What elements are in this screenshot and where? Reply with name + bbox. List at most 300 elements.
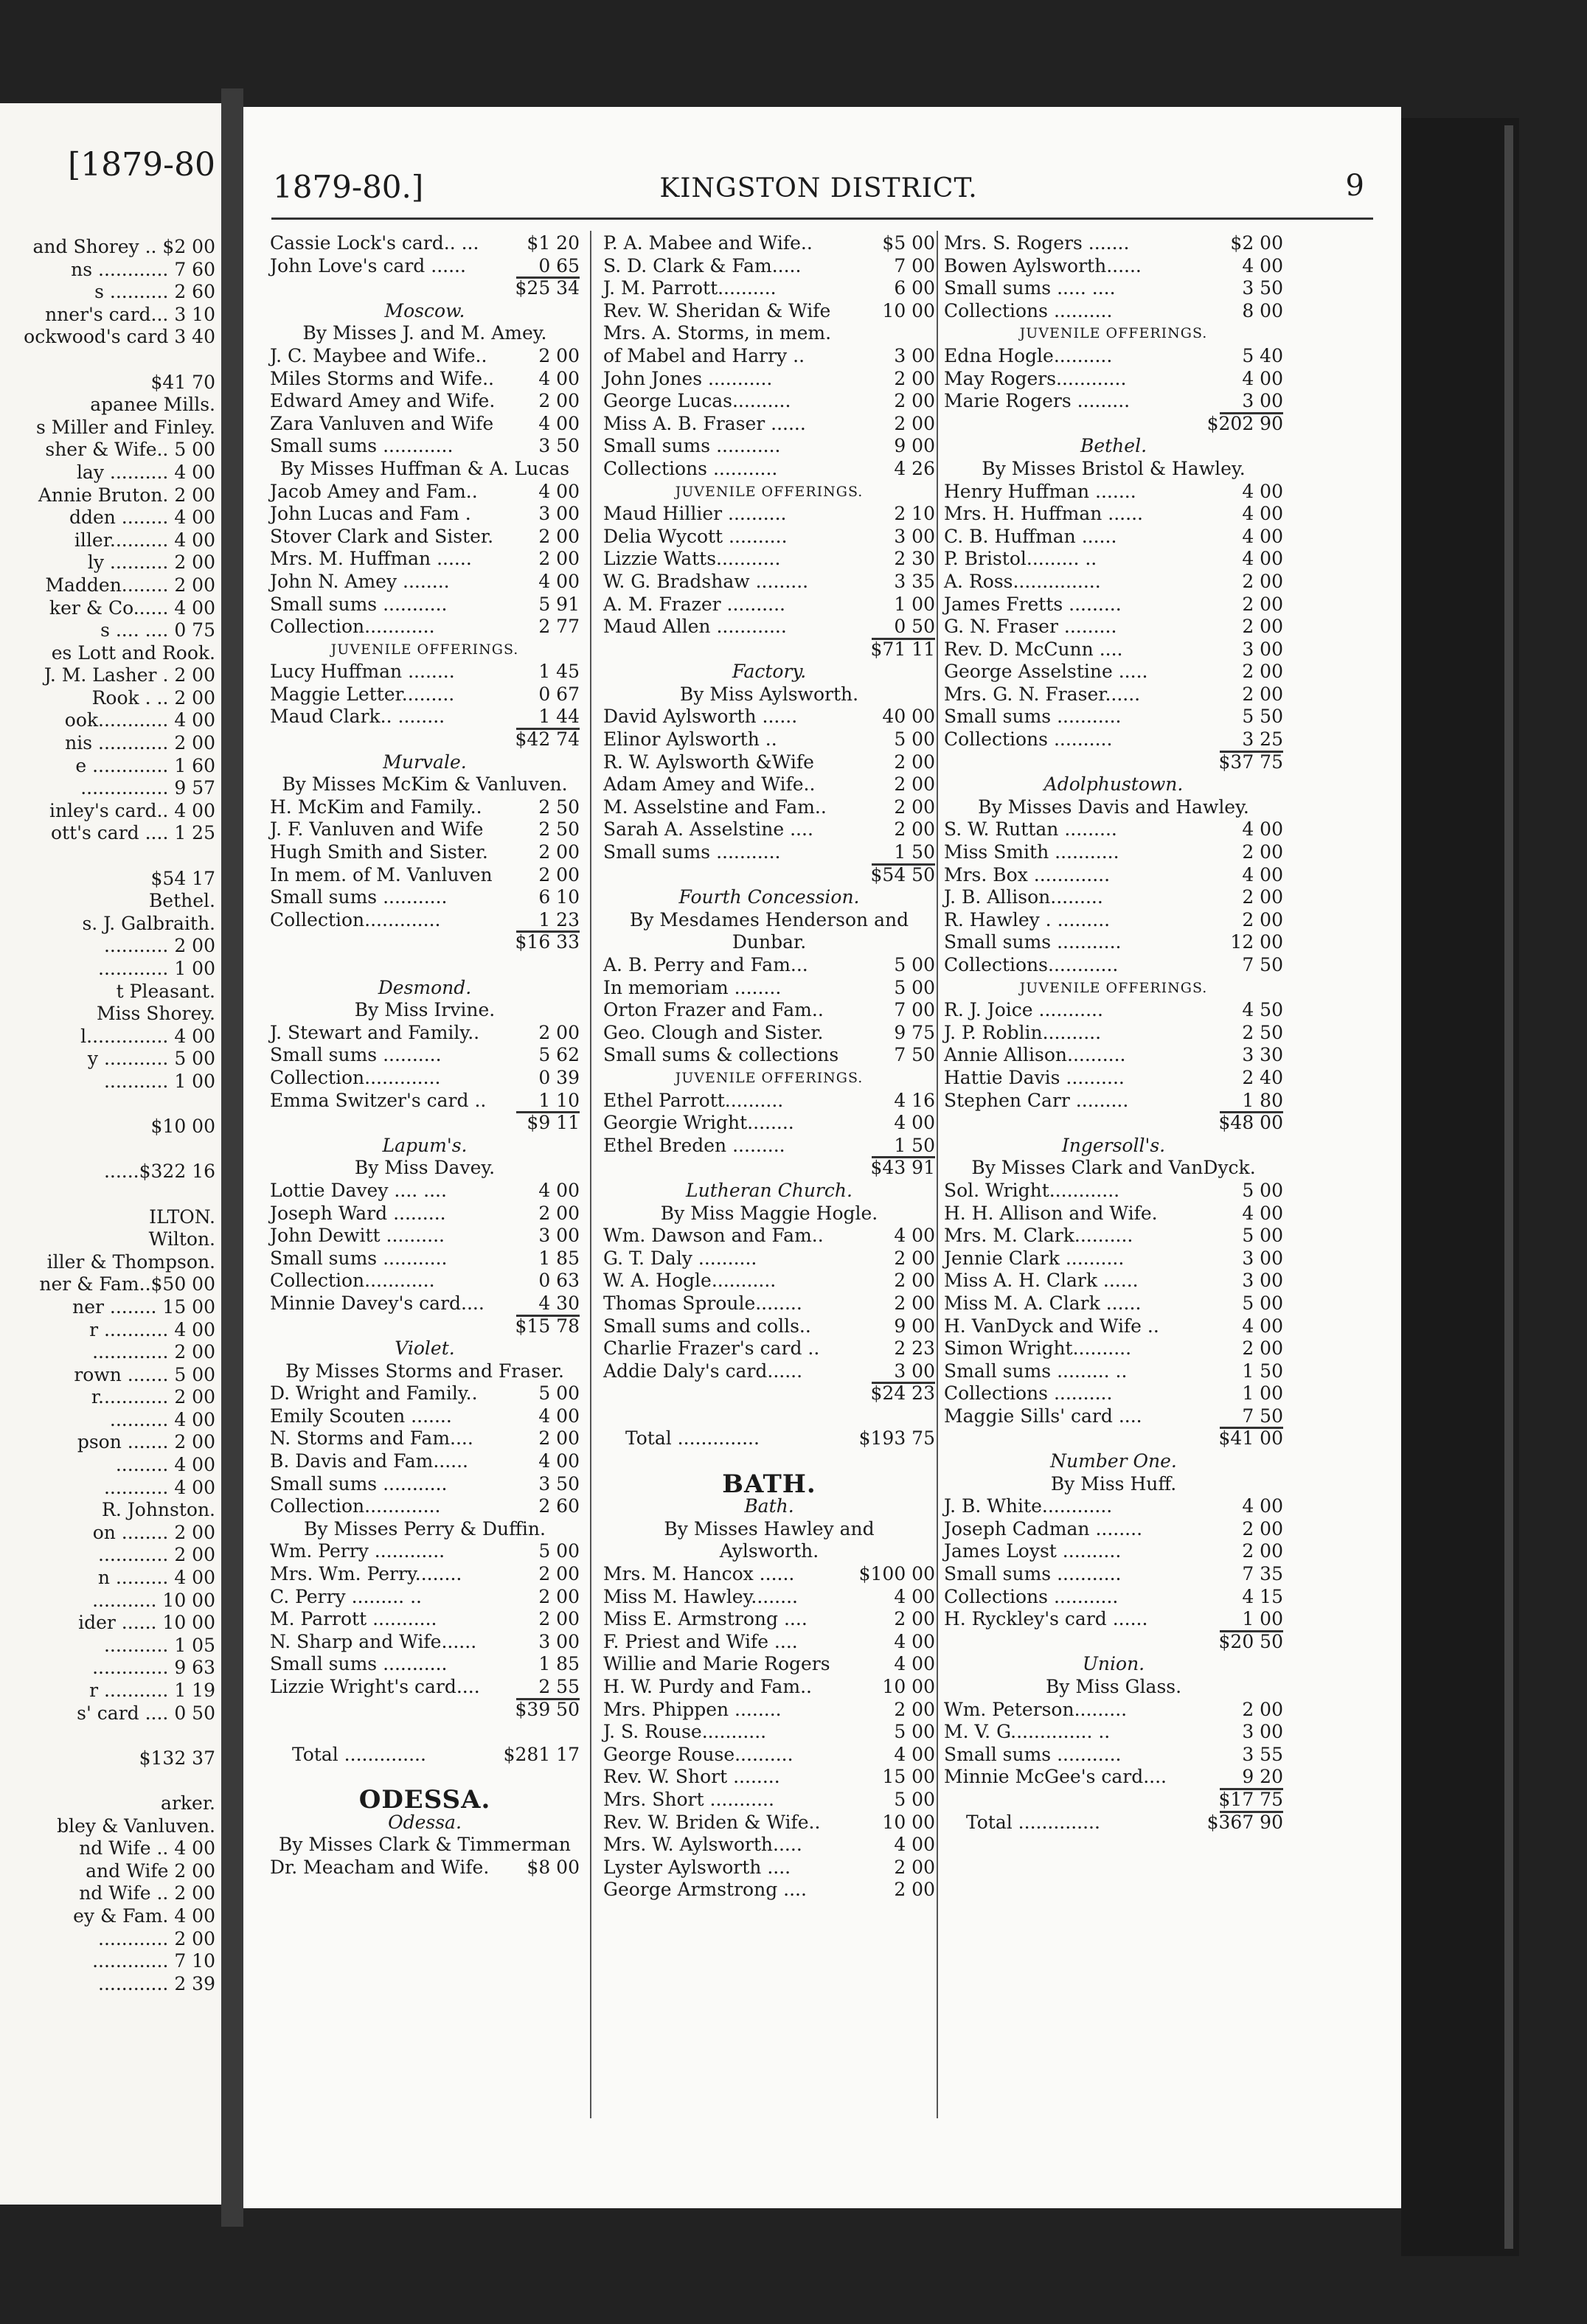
entry-row	[603, 1631, 935, 1654]
entry-amount: 4 00	[1242, 503, 1283, 525]
entry-row	[944, 1405, 1283, 1428]
entry-amount: 4 00	[1242, 525, 1283, 547]
entry-amount: 4 00	[538, 570, 580, 592]
entry-name: Small sums ...........	[603, 841, 781, 863]
collector-line: Aylsworth.	[719, 1540, 819, 1562]
entry-row	[270, 1676, 580, 1699]
left-fragment-line: Bethel.	[148, 890, 215, 912]
entry-amount: $9 11	[527, 1112, 580, 1134]
entry-row	[944, 571, 1283, 594]
entry-amount: 0 63	[538, 1270, 580, 1292]
left-fragment-line: r ........... 1 19	[89, 1680, 215, 1701]
subtotal-row	[270, 1112, 580, 1135]
entry-row	[603, 751, 935, 774]
entry-name: P. Bristol......... ..	[944, 548, 1097, 570]
entry-name: Small sums ............	[270, 435, 454, 457]
entry-name: J. P. Roblin..........	[944, 1021, 1102, 1043]
entry-amount: 4 00	[1242, 1202, 1283, 1224]
entry-amount: 2 23	[894, 1337, 935, 1360]
entry-amount: 2 00	[894, 796, 935, 818]
entry-name: Small sums ..... ....	[944, 277, 1116, 299]
entry-amount: $43 91	[870, 1157, 935, 1179]
entry-amount: 2 00	[1242, 1540, 1283, 1562]
entry-amount: 7 50	[1242, 954, 1283, 975]
entry-name: David Aylsworth ......	[603, 706, 798, 728]
left-fragment-line: Annie Bruton. 2 00	[38, 484, 215, 506]
entry-name: Wm. Dawson and Fam..	[603, 1225, 824, 1247]
entry-name: Emily Scouten .......	[270, 1405, 452, 1427]
collector-line: By Miss Glass.	[1045, 1676, 1182, 1697]
entry-row	[944, 390, 1283, 413]
collector-line: By Misses McKim & Vanluven.	[282, 773, 568, 796]
entry-amount: $16 33	[515, 931, 580, 953]
entry-name: Adam Amey and Wife..	[603, 773, 816, 796]
entry-row	[603, 954, 935, 977]
entry-amount: 5 00	[894, 954, 935, 975]
entry-row	[603, 345, 935, 368]
entry-row	[944, 706, 1283, 728]
entry-amount: 7 50	[1242, 1405, 1283, 1427]
entry-name: Mrs. Wm. Perry........	[270, 1563, 462, 1585]
entry-name: G. N. Fraser .........	[944, 616, 1117, 638]
entry-name: Emma Switzer's card ..	[270, 1089, 487, 1111]
entry-row	[270, 1067, 580, 1090]
total-row	[603, 1427, 935, 1450]
entry-name: M. Asselstine and Fam..	[603, 796, 827, 818]
entry-row	[944, 503, 1283, 526]
subtotal-row	[603, 1157, 935, 1180]
subtotal-row	[944, 1112, 1283, 1135]
section-title: BATH.	[722, 1469, 816, 1499]
entry-amount: 2 00	[538, 390, 580, 412]
entry-row	[270, 594, 580, 616]
entry-row	[944, 1608, 1283, 1631]
section-place: Bath.	[744, 1495, 794, 1517]
total-row	[270, 1744, 580, 1767]
juvenile-heading: JUVENILE OFFERINGS.	[675, 1069, 864, 1086]
entry-row	[270, 1653, 580, 1676]
subtotal-row	[270, 931, 580, 954]
page-number: 9	[1345, 169, 1364, 203]
entry-name: D. Wright and Family..	[270, 1382, 478, 1405]
entry-name: Edna Hogle..........	[944, 344, 1113, 366]
entry-amount: 5 91	[538, 593, 580, 615]
left-fragment-line: y ........... 5 00	[87, 1048, 215, 1070]
entry-name: Small sums ...........	[270, 886, 448, 908]
left-fragment-line: ............. 9 63	[92, 1657, 215, 1679]
entry-name: R. J. Joice ...........	[944, 999, 1103, 1021]
entry-name: Cassie Lock's card.. ...	[270, 232, 479, 254]
entry-row	[603, 1044, 935, 1067]
entry-name: Mrs. H. Huffman ......	[944, 503, 1143, 525]
entry-name: Miss M. Hawley........	[603, 1585, 798, 1607]
spacer	[270, 954, 580, 977]
entry-row	[603, 706, 935, 728]
book-gutter	[221, 88, 243, 2227]
entry-amount: 2 00	[894, 1879, 935, 1901]
left-fragment-line: and Wife 2 00	[86, 1859, 215, 1882]
entry-name: John Lucas and Fam .	[270, 503, 471, 525]
entry-row	[603, 1653, 935, 1676]
subtotal-row	[270, 728, 580, 751]
entry-name: Ethel Breden .........	[603, 1134, 785, 1156]
left-fragment-line	[0, 1183, 215, 1206]
entry-name: Maggie Letter.........	[270, 683, 455, 705]
entry-row	[944, 232, 1283, 255]
entry-amount: 3 00	[1242, 638, 1283, 660]
entry-row	[603, 1315, 935, 1338]
entry-amount: $24 23	[870, 1382, 935, 1405]
entry-amount: 3 50	[538, 1472, 580, 1495]
section-place: Number One.	[1050, 1450, 1177, 1472]
entry-amount: 1 85	[538, 1247, 580, 1269]
entry-amount: 8 00	[1242, 299, 1283, 321]
entry-name: Total ..............	[625, 1427, 760, 1450]
left-fragment-line: s. J. Galbraith.	[82, 912, 215, 934]
entry-name: Miss A. B. Fraser ......	[603, 412, 806, 434]
entry-amount: 4 00	[538, 1405, 580, 1427]
section-place: Bethel.	[1080, 435, 1147, 457]
left-fragment-line: $132 37	[139, 1747, 215, 1769]
left-fragment-line: ner ........ 15 00	[72, 1295, 215, 1318]
left-fragment-line: nis ............ 2 00	[65, 732, 215, 754]
entry-amount: 3 00	[1242, 390, 1283, 412]
entry-amount: 2 00	[1242, 1698, 1283, 1720]
entry-row	[603, 728, 935, 751]
entry-row	[603, 322, 935, 345]
entry-row	[944, 594, 1283, 616]
entry-amount: 2 00	[894, 1856, 935, 1878]
entry-name: Stover Clark and Sister.	[270, 525, 494, 547]
entry-amount: 4 00	[538, 367, 580, 389]
collector-line: By Misses J. and M. Amey.	[302, 322, 547, 344]
entry-amount: 3 00	[1242, 1247, 1283, 1269]
entry-row	[270, 1225, 580, 1248]
entry-row	[944, 368, 1283, 391]
page-header	[273, 169, 1364, 213]
left-fragment-line: pson ....... 2 00	[77, 1431, 215, 1453]
entry-name: Georgie Wright........	[603, 1112, 794, 1134]
entry-row	[944, 1360, 1283, 1383]
entry-row	[270, 368, 580, 391]
entry-row	[944, 886, 1283, 909]
entry-name: Mrs. Short ...........	[603, 1788, 774, 1810]
entry-name: Minnie McGee's card....	[944, 1766, 1167, 1788]
left-fragment-line: ............ 2 00	[98, 1927, 215, 1949]
entry-row	[270, 345, 580, 368]
entry-amount: 5 00	[538, 1540, 580, 1562]
entry-row	[603, 796, 935, 819]
section-place: Ingersoll's.	[1061, 1134, 1166, 1156]
left-fragment-line: ........... 2 00	[103, 935, 215, 957]
entry-name: Minnie Davey's card....	[270, 1292, 485, 1314]
entry-amount: 1 50	[894, 1134, 935, 1156]
subtotal-row	[944, 1427, 1283, 1450]
entry-amount: 1 00	[1242, 1608, 1283, 1630]
entry-amount: 2 00	[538, 1021, 580, 1043]
entry-amount: 3 35	[894, 570, 935, 592]
entry-amount: 2 00	[538, 344, 580, 366]
entry-name: Collections ..........	[944, 1382, 1113, 1405]
entry-amount: 4 00	[538, 1179, 580, 1201]
entry-row	[603, 1721, 935, 1744]
entry-amount: 3 50	[538, 435, 580, 457]
entry-row	[944, 683, 1283, 706]
subtotal-row	[270, 277, 580, 300]
entry-row	[944, 1315, 1283, 1338]
left-fragment-line: ............ 2 39	[98, 1972, 215, 1994]
entry-name: Simon Wright..........	[944, 1337, 1132, 1360]
entry-row	[603, 818, 935, 841]
entry-name: M. V. G.............. ..	[944, 1721, 1111, 1743]
left-fragment-line	[0, 1138, 215, 1161]
entry-name: Joseph Ward .........	[270, 1202, 446, 1224]
left-fragment-line: $10 00	[150, 1116, 215, 1138]
entry-row	[944, 481, 1283, 504]
entry-name: Edward Amey and Wife.	[270, 390, 496, 412]
left-fragment-line: ider ...... 10 00	[78, 1612, 215, 1634]
entry-row	[270, 1857, 580, 1879]
entry-row	[270, 1427, 580, 1450]
entry-name: Mrs. M. Hancox ......	[603, 1563, 795, 1585]
section-place: Violet.	[395, 1337, 455, 1360]
entry-row	[944, 1540, 1283, 1563]
entry-name: Small sums & collections	[603, 1044, 839, 1066]
entry-row	[270, 796, 580, 819]
entry-row	[603, 1360, 935, 1383]
entry-row	[944, 1090, 1283, 1113]
entry-amount: 4 00	[1242, 863, 1283, 886]
entry-row	[270, 1563, 580, 1586]
entry-amount: $37 75	[1218, 751, 1283, 773]
entry-name: N. Sharp and Wife......	[270, 1630, 477, 1652]
entry-name: John Love's card ......	[270, 254, 466, 276]
entry-amount: 4 50	[1242, 999, 1283, 1021]
entry-amount: 1 50	[1242, 1360, 1283, 1382]
collector-line: By Miss Huff.	[1050, 1472, 1177, 1495]
collector-line: By Misses Clark and VanDyck.	[971, 1157, 1256, 1179]
entry-amount: 2 00	[894, 1270, 935, 1292]
entry-name: Jacob Amey and Fam..	[270, 480, 478, 502]
entry-name: N. Storms and Fam....	[270, 1427, 473, 1450]
entry-amount: $100 00	[858, 1563, 935, 1585]
entry-amount: 2 30	[894, 548, 935, 570]
left-fragment-line: r ........... 4 00	[89, 1318, 215, 1340]
entry-name: Miss E. Armstrong ....	[603, 1608, 808, 1630]
entry-amount: 1 50	[894, 841, 935, 863]
entry-row	[270, 706, 580, 728]
collector-line: Dunbar.	[732, 931, 807, 953]
left-fragment-line	[0, 1770, 215, 1792]
left-fragment-line: Miss Shorey.	[97, 1003, 215, 1025]
entry-name: In memoriam ........	[603, 976, 782, 998]
entry-row	[270, 526, 580, 549]
entry-row	[270, 1540, 580, 1563]
entry-row	[603, 458, 935, 481]
entry-amount: 2 50	[538, 796, 580, 818]
entry-row	[603, 390, 935, 413]
entry-name: Collection.............	[270, 1495, 441, 1517]
entry-amount: 5 00	[894, 728, 935, 751]
entry-row	[270, 232, 580, 255]
spacer	[603, 1405, 935, 1428]
entry-row	[944, 1744, 1283, 1767]
left-fragment-line: apanee Mills.	[90, 394, 215, 416]
left-fragment-line: J. M. Lasher . 2 00	[44, 664, 215, 686]
entry-name: Lucy Huffman ........	[270, 661, 455, 683]
entry-amount: 1 80	[1242, 1089, 1283, 1111]
entry-amount: 2 00	[1242, 616, 1283, 638]
left-fragment-line: e ............. 1 60	[75, 754, 215, 776]
entry-amount: 2 40	[1242, 1066, 1283, 1088]
subtotal-row	[270, 1315, 580, 1338]
entry-amount: 5 00	[894, 1788, 935, 1810]
entry-name: Addie Daly's card......	[603, 1360, 803, 1382]
entry-amount: $8 00	[527, 1856, 580, 1878]
entry-name: Collection.............	[270, 1066, 441, 1088]
left-fragment-line: inley's card.. 4 00	[49, 799, 215, 821]
left-fragment-line: Madden........ 2 00	[45, 574, 215, 596]
entry-name: In mem. of M. Vanluven	[270, 863, 493, 886]
entry-amount: 4 00	[1242, 1495, 1283, 1517]
entry-amount: 2 50	[538, 818, 580, 841]
entry-row	[603, 1834, 935, 1857]
entry-row	[270, 255, 580, 278]
collector-line: By Misses Clark & Timmerman	[278, 1834, 572, 1856]
entry-amount: 9 75	[894, 1021, 935, 1043]
entry-name: Charlie Frazer's card ..	[603, 1337, 820, 1360]
left-fragment-line: ............ 1 00	[98, 958, 215, 979]
entry-amount: 5 00	[1242, 1179, 1283, 1201]
entry-name: Hugh Smith and Sister.	[270, 841, 488, 863]
entry-row	[944, 909, 1283, 932]
entry-row	[944, 1293, 1283, 1315]
entry-amount: 2 00	[538, 1427, 580, 1450]
section-place: Union.	[1082, 1653, 1145, 1675]
entry-amount: 2 00	[538, 525, 580, 547]
entry-name: Hattie Davis ..........	[944, 1066, 1125, 1088]
entry-name: Collections ..........	[944, 299, 1113, 321]
entry-amount: 3 00	[538, 1630, 580, 1652]
left-fragment-line: ........... 1 00	[103, 1070, 215, 1092]
collector-line: By Mesdames Henderson and	[629, 908, 909, 930]
entry-row	[270, 909, 580, 932]
entry-amount: $202 90	[1206, 412, 1283, 434]
entry-amount: 5 50	[1242, 706, 1283, 728]
entry-name: Delia Wycott ..........	[603, 525, 788, 547]
left-fragment-line: ........... 1 05	[103, 1634, 215, 1656]
section-place: Factory.	[732, 661, 807, 683]
left-fragment-line: lay .......... 4 00	[76, 461, 215, 483]
entry-name: P. A. Mabee and Wife..	[603, 232, 813, 254]
entry-row	[270, 1495, 580, 1518]
entry-amount: 7 50	[894, 1044, 935, 1066]
left-fragment-line: ns ............ 7 60	[71, 258, 215, 280]
entry-name: Maud Hillier ..........	[603, 503, 787, 525]
left-fragment-line: ott's card .... 1 25	[51, 822, 215, 844]
entry-row	[603, 548, 935, 571]
entry-row	[270, 1090, 580, 1113]
collector-line: By Misses Huffman & A. Lucas	[279, 457, 570, 479]
entry-amount: 0 65	[538, 254, 580, 276]
entry-amount: 4 00	[1242, 367, 1283, 389]
left-fragment-line: s Miller and Finley.	[36, 416, 215, 438]
entry-row	[944, 1044, 1283, 1067]
entry-name: H. VanDyck and Wife ..	[944, 1315, 1159, 1337]
entry-row	[270, 886, 580, 909]
entry-name: R. W. Aylsworth &Wife	[603, 751, 814, 773]
entry-name: Mrs. Box .............	[944, 863, 1111, 886]
entry-name: Ethel Parrott..........	[603, 1089, 784, 1111]
entry-amount: 3 00	[894, 525, 935, 547]
entry-name: Miss Smith ...........	[944, 841, 1119, 863]
entry-amount: 15 00	[882, 1766, 935, 1788]
entry-row	[944, 548, 1283, 571]
entry-name: Rev. D. McCunn ....	[944, 638, 1123, 660]
entry-row	[944, 1495, 1283, 1518]
page-header-title: KINGSTON DISTRICT.	[659, 173, 978, 203]
entry-row	[944, 841, 1283, 864]
subtotal-row	[944, 751, 1283, 774]
left-fragment-line: nner's card... 3 10	[45, 303, 215, 325]
entry-amount: 10 00	[882, 1676, 935, 1697]
entry-row	[270, 661, 580, 683]
entry-row	[944, 1563, 1283, 1586]
entry-row	[944, 616, 1283, 639]
entry-row	[603, 1879, 935, 1902]
right-page	[243, 107, 1401, 2208]
subtotal-row	[603, 1382, 935, 1405]
entry-amount: 1 85	[538, 1653, 580, 1675]
entry-name: S. W. Ruttan .........	[944, 818, 1117, 841]
entry-amount: $1 20	[527, 232, 580, 254]
column-1	[270, 232, 580, 1879]
entry-amount: 2 10	[894, 503, 935, 525]
entry-name: Small sums ...........	[270, 1653, 448, 1675]
section-place: Lutheran Church.	[686, 1179, 852, 1201]
book-edge	[1401, 118, 1519, 2256]
entry-amount: 9 00	[894, 435, 935, 457]
entry-name: Mrs. G. N. Fraser......	[944, 683, 1141, 705]
left-fragment-line: s .......... 2 60	[94, 281, 215, 303]
subtotal-row	[944, 1789, 1283, 1812]
entry-amount: 4 30	[538, 1292, 580, 1314]
entry-amount: 4 16	[894, 1089, 935, 1111]
entry-row	[270, 503, 580, 526]
entry-amount: 1 44	[538, 706, 580, 728]
entry-amount: $193 75	[858, 1427, 935, 1450]
entry-name: Miss M. A. Clark ......	[944, 1292, 1142, 1314]
entry-row	[603, 616, 935, 639]
entry-row	[603, 503, 935, 526]
entry-name: B. Davis and Fam......	[270, 1450, 469, 1472]
entry-amount: 5 00	[1242, 1225, 1283, 1247]
entry-name: Mrs. S. Rogers .......	[944, 232, 1130, 254]
collector-line: By Misses Perry & Duffin.	[304, 1517, 546, 1540]
entry-amount: 2 00	[1242, 593, 1283, 615]
entry-amount: 4 00	[894, 1585, 935, 1607]
entry-amount: 5 00	[894, 976, 935, 998]
entry-name: J. B. White............	[944, 1495, 1113, 1517]
entry-row	[944, 1337, 1283, 1360]
entry-name: Collections............	[944, 954, 1119, 975]
entry-name: Collections ..........	[944, 728, 1113, 751]
entry-name: Collection............	[270, 616, 435, 638]
juvenile-heading: JUVENILE OFFERINGS.	[330, 641, 519, 658]
left-fragment-line	[0, 1093, 215, 1116]
entry-amount: 4 00	[1242, 818, 1283, 841]
entry-amount: $2 00	[1230, 232, 1283, 254]
